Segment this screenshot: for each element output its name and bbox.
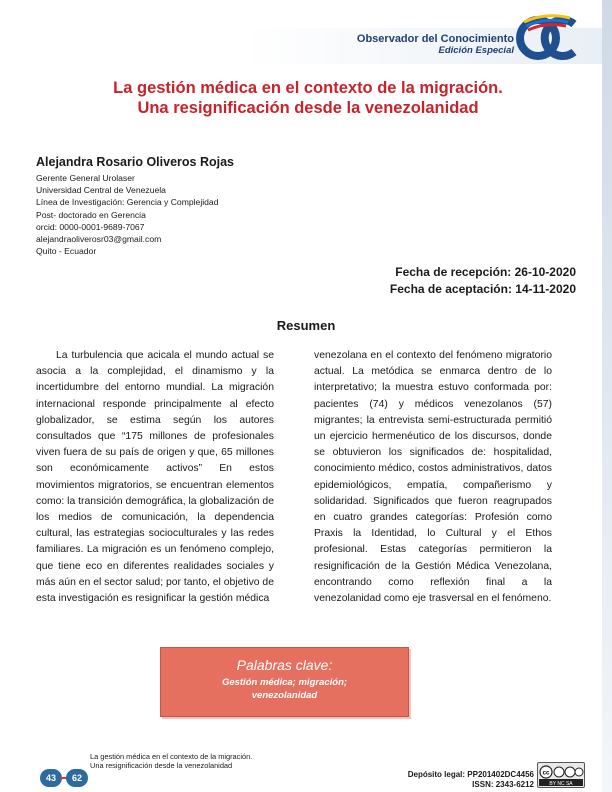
keywords-heading: Palabras clave: xyxy=(236,657,333,673)
keywords-box xyxy=(160,647,409,717)
keywords-terms xyxy=(161,676,408,702)
running-title-line-2: Una resignificación desde la venezolanidad xyxy=(90,761,233,770)
page-end-badge: 62 xyxy=(66,769,88,787)
accepted-date: Fecha de aceptación: 14-11-2020 xyxy=(389,282,576,296)
page-start-badge: 43 xyxy=(40,769,62,787)
journal-edition: Edición Especial xyxy=(438,45,514,56)
author-position: Gerente General Urolaser xyxy=(36,173,135,183)
legal-deposit: Depósito legal: PP201402DC4456 xyxy=(407,770,534,779)
oc-logo-icon xyxy=(516,10,580,66)
author-university: Universidad Central de Venezuela xyxy=(36,185,166,196)
running-title-line-1: La gestión médica en el contexto de la migración. xyxy=(90,752,253,761)
page-edge-strip xyxy=(602,0,612,792)
author-orcid: orcid: 0000-0001-9689-7067 xyxy=(36,221,145,232)
author-details xyxy=(36,172,219,257)
keywords-line-2: venezolanidad xyxy=(251,690,318,701)
author-research-line: Línea de Investigación: Gerencia y Complejidad xyxy=(36,197,219,208)
article-title-line-1: La gestión médica en el contexto de la migración. xyxy=(113,79,503,97)
keywords-line-1: Gestión médica; migración; xyxy=(221,677,348,688)
article-dates xyxy=(390,264,576,298)
cc-license-label: BY NC SA xyxy=(549,780,573,787)
issn: ISSN: 2343-6212 xyxy=(472,780,534,789)
svg-text:cc: cc xyxy=(542,770,550,777)
author-location: Quito - Ecuador xyxy=(36,246,97,257)
article-title xyxy=(40,78,576,118)
author-degree: Post- doctorado en Gerencia xyxy=(36,209,146,220)
received-date: Fecha de recepción: 26-10-2020 xyxy=(395,265,576,279)
abstract-column-right: venezolana en el contexto del fenómeno migratorio actual. La metódica se enmarca dentro de lo interpretativo; la muestra estuvo conformada por: pacientes (74) y médicos venezolanos (57) migrantes; la entrevista semi-estructurada permitió un ejercicio hermenéutico de los discursos, donde se obtuvieron los significados de: hospitalidad, conocimiento médico, costos administrativos, datos epidemiológicos, empatía, compañerismo y solidaridad. Significados que fueron reagrupados en cuatro grandes categorías: Profesión como Praxis la Identidad, lo Cultural y el Ethos profesional. Estas categorías permitieron la resignificación de la Gestión Médica Venezolana, encontrando como reflexión final a la venezolanidad como eje trasversal en el fenómeno. xyxy=(314,350,552,605)
cc-by-nc-sa-icon xyxy=(537,762,585,788)
journal-name: Observador del Conocimiento xyxy=(356,33,514,45)
abstract-column-left: La turbulencia que acicala el mundo actual se asocia a la complejidad, el dinamismo y la incertidumbre del entorno mundial. La migración internacional responde principalmente al efecto globalizador, se estima según los autores consultados que “175 millones de profesionales viven fuera de su país de origen y que, 65 millones son económicamente activos” En estos movimientos migratorios, se encuentran elementos como: la transición demográfica, la globalización de los medios de comunicación, la dependencia cultural, las estrategias socioculturales y las redes familiares. La migración es un fenómeno complejo, que tiene eco en diferentes realidades sociales y más aún en el sector salud; por tanto, el objetivo de esta investigación es resignificar la gestión médica xyxy=(36,350,274,605)
author-email: alejandraoliverosr03@gmail.com xyxy=(36,234,162,245)
abstract-heading: Resumen xyxy=(276,318,336,333)
author-name: Alejandra Rosario Oliveros Rojas xyxy=(36,155,234,169)
legal-info xyxy=(408,770,534,790)
running-title xyxy=(90,752,252,770)
page-range xyxy=(40,769,88,787)
article-title-line-2: Una resignificación desde la venezolanidad xyxy=(137,99,479,117)
